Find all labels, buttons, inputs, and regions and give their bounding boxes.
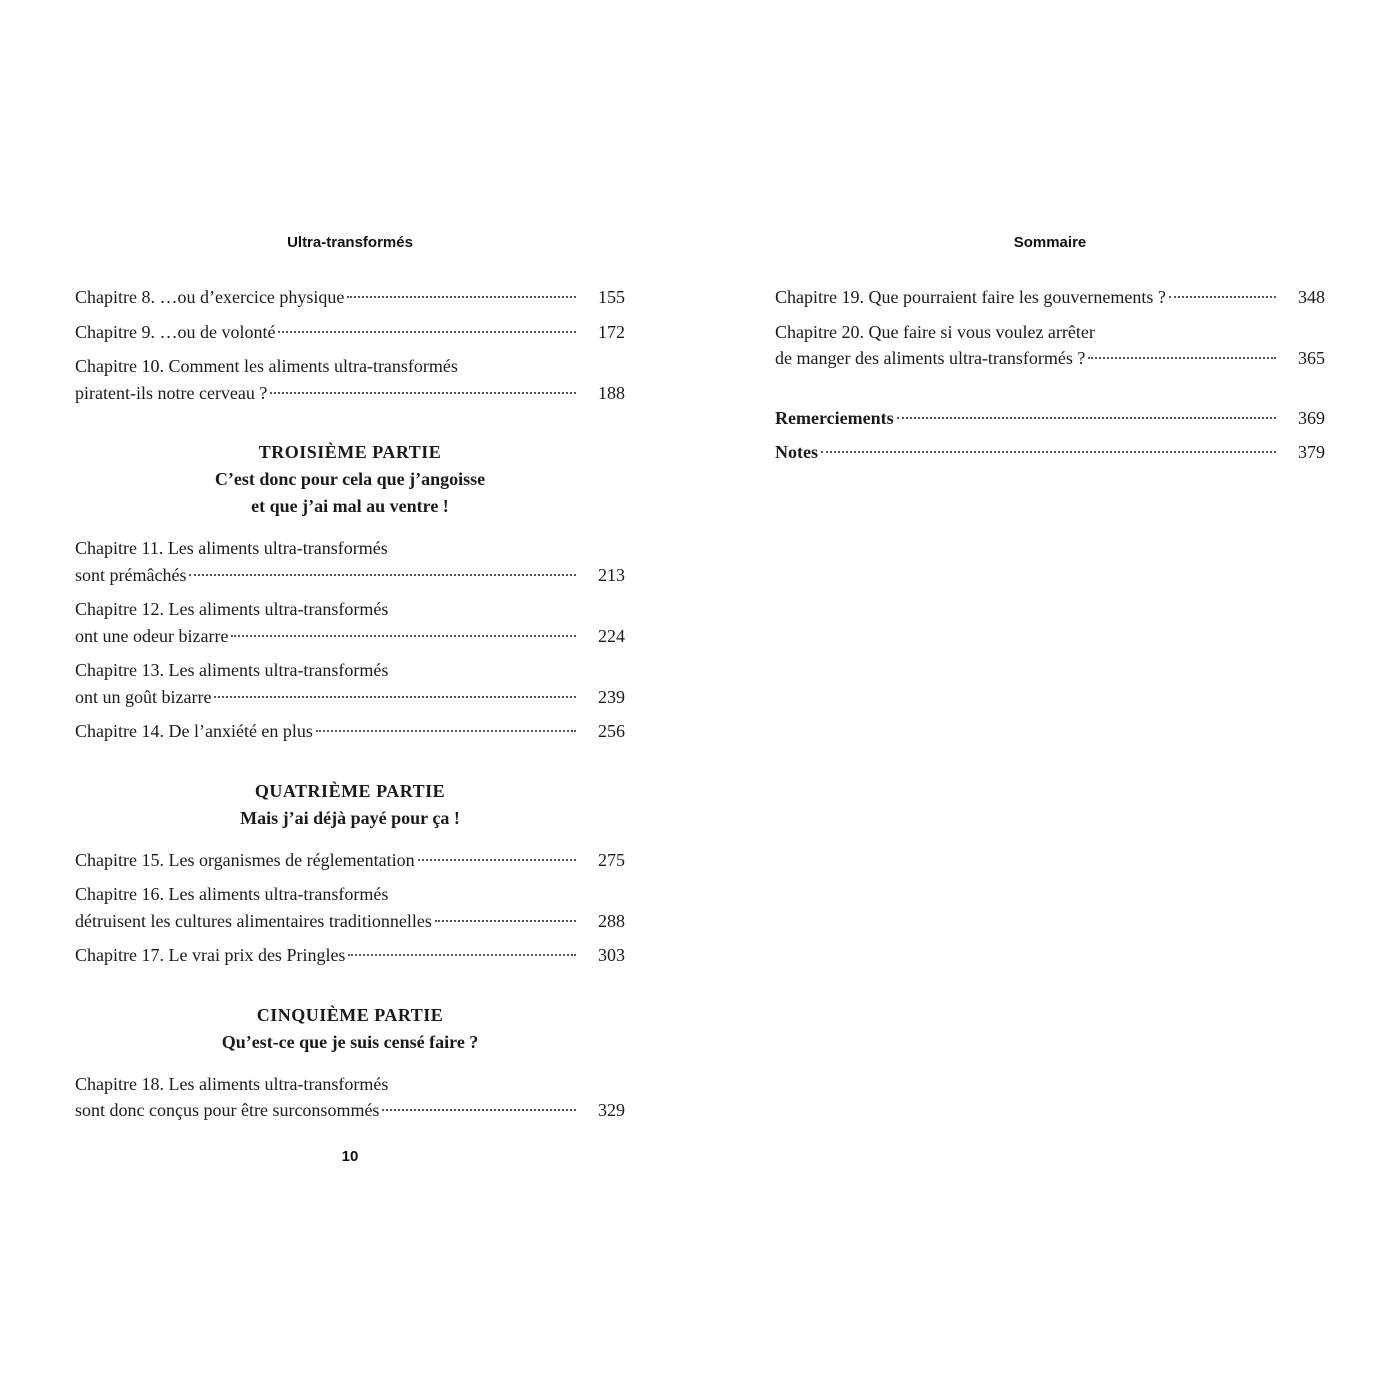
dot-leader xyxy=(347,295,576,298)
toc-entry-line xyxy=(75,562,625,589)
toc-entry-text: ont une odeur bizarre xyxy=(75,625,229,646)
toc-entry[interactable] xyxy=(75,881,625,934)
toc-page-number: 329 xyxy=(598,1100,625,1120)
part-title: CINQUIÈME PARTIE xyxy=(256,1004,444,1025)
toc-entry[interactable] xyxy=(75,319,625,346)
toc-entry-text: Chapitre 17. Le vrai prix des Pringles xyxy=(75,945,346,965)
dot-leader xyxy=(418,858,576,861)
part-subtitle: Mais j’ai déjà payé pour ça ! xyxy=(240,807,460,828)
toc-page-number: 288 xyxy=(598,910,625,931)
toc-entry-text: Chapitre 12. Les aliments ultra-transformés xyxy=(75,599,389,619)
toc-entry-text: Chapitre 20. Que faire si vous voulez arrêter xyxy=(775,321,1095,342)
toc-entry[interactable] xyxy=(775,405,1325,432)
toc-entry-line xyxy=(75,623,625,650)
toc-entry-line xyxy=(75,1071,625,1098)
table-of-contents xyxy=(775,284,1325,474)
toc-entry-text: sont prémâchés xyxy=(75,564,187,585)
toc-entry-line xyxy=(75,319,625,346)
toc-entry-text: Chapitre 18. Les aliments ultra-transformés xyxy=(75,1073,389,1094)
toc-entry[interactable] xyxy=(75,535,625,588)
dot-leader xyxy=(316,729,576,732)
toc-entry-text: Chapitre 8. …ou d’exercice physique xyxy=(75,287,345,307)
toc-entry-text: ont un goût bizarre xyxy=(75,686,212,707)
toc-entry-line xyxy=(775,319,1325,346)
part-subtitle: C’est donc pour cela que j’angoisse xyxy=(214,469,486,489)
toc-entry-text: Chapitre 11. Les aliments ultra-transformés xyxy=(75,538,388,558)
toc-entry-line xyxy=(75,684,625,711)
dot-leader xyxy=(382,1108,576,1111)
toc-entry-text: de manger des aliments ultra-transformés ? xyxy=(775,348,1086,368)
toc-page-number: 275 xyxy=(598,849,625,870)
dot-leader xyxy=(189,573,576,576)
toc-entry-text: Chapitre 15. Les organismes de réglementation xyxy=(75,849,415,870)
toc-entry[interactable] xyxy=(75,942,625,969)
dot-leader xyxy=(348,953,576,956)
dot-leader xyxy=(821,450,1276,453)
dot-leader xyxy=(270,391,576,394)
toc-page-number: 224 xyxy=(598,625,625,646)
toc-page-number: 369 xyxy=(1298,407,1325,428)
toc-page-number: 213 xyxy=(598,564,625,585)
toc-entry-text: Chapitre 16. Les aliments ultra-transformés xyxy=(75,884,389,904)
dot-leader xyxy=(897,416,1276,419)
toc-entry[interactable] xyxy=(775,319,1325,372)
toc-page-number: 172 xyxy=(598,321,625,342)
toc-entry-text: détruisent les cultures alimentaires traditionnelles xyxy=(75,910,432,931)
toc-entry-line xyxy=(75,908,625,935)
part-heading xyxy=(75,1002,625,1056)
dot-leader xyxy=(278,330,576,333)
toc-entry[interactable] xyxy=(775,284,1325,311)
toc-entry-line xyxy=(775,405,1325,432)
part-subtitle: Qu’est-ce que je suis censé faire ? xyxy=(221,1031,479,1052)
part-title: QUATRIÈME PARTIE xyxy=(254,780,446,801)
part-heading xyxy=(75,439,625,520)
toc-page-number: 256 xyxy=(598,721,625,741)
toc-page-number: 348 xyxy=(1298,287,1325,307)
toc-entry-line xyxy=(75,718,625,745)
toc-entry-text: Chapitre 13. Les aliments ultra-transformés xyxy=(75,660,389,680)
toc-entry-line xyxy=(75,353,625,380)
toc-entry-line xyxy=(75,657,625,684)
toc-entry-line xyxy=(75,380,625,407)
toc-entry[interactable] xyxy=(75,596,625,649)
toc-entry-line xyxy=(775,345,1325,372)
toc-entry[interactable] xyxy=(75,353,625,406)
dot-leader xyxy=(435,919,576,922)
toc-entry-line xyxy=(75,847,625,874)
toc-entry-text: sont donc conçus pour être surconsommés xyxy=(75,1100,380,1120)
toc-entry-line xyxy=(75,596,625,623)
toc-page-number: 303 xyxy=(598,945,625,965)
table-of-contents xyxy=(75,284,625,1132)
toc-entry[interactable] xyxy=(75,657,625,710)
dot-leader xyxy=(1169,295,1276,298)
toc-page-number: 155 xyxy=(598,287,625,307)
toc-entry-line xyxy=(75,284,625,311)
toc-page-number: 188 xyxy=(598,382,625,403)
toc-entry-text: piratent-ils notre cerveau ? xyxy=(75,382,268,403)
toc-entry-text: Chapitre 14. De l’anxiété en plus xyxy=(75,721,313,741)
toc-entry-line xyxy=(75,535,625,562)
toc-entry-line xyxy=(75,881,625,908)
toc-entry[interactable] xyxy=(775,439,1325,466)
toc-entry-text: Chapitre 10. Comment les aliments ultra-transformés xyxy=(75,356,458,376)
toc-entry-text: Remerciements xyxy=(775,407,894,428)
toc-entry-line xyxy=(775,284,1325,311)
running-head: Sommaire xyxy=(1013,234,1087,251)
toc-page-number: 239 xyxy=(598,686,625,707)
toc-entry-line xyxy=(775,439,1325,466)
toc-entry[interactable] xyxy=(75,1071,625,1124)
toc-entry[interactable] xyxy=(75,718,625,745)
running-head: Ultra-transformés xyxy=(287,234,413,251)
dot-leader xyxy=(1088,356,1276,359)
dot-leader xyxy=(214,695,576,698)
toc-entry-text: Chapitre 19. Que pourraient faire les gouvernements ? xyxy=(775,287,1166,307)
page-number: 10 xyxy=(341,1148,359,1165)
toc-entry-text: Notes xyxy=(775,442,818,462)
toc-page-number: 379 xyxy=(1298,442,1325,462)
toc-entry[interactable] xyxy=(75,847,625,874)
part-heading xyxy=(75,778,625,832)
toc-entry-line xyxy=(75,1097,625,1124)
toc-page-number: 365 xyxy=(1298,348,1325,368)
toc-entry-text: Chapitre 9. …ou de volonté xyxy=(75,321,276,342)
toc-entry-line xyxy=(75,942,625,969)
part-subtitle: et que j’ai mal au ventre ! xyxy=(251,496,449,516)
toc-entry[interactable] xyxy=(75,284,625,311)
part-title: TROISIÈME PARTIE xyxy=(258,442,442,462)
dot-leader xyxy=(231,634,576,637)
